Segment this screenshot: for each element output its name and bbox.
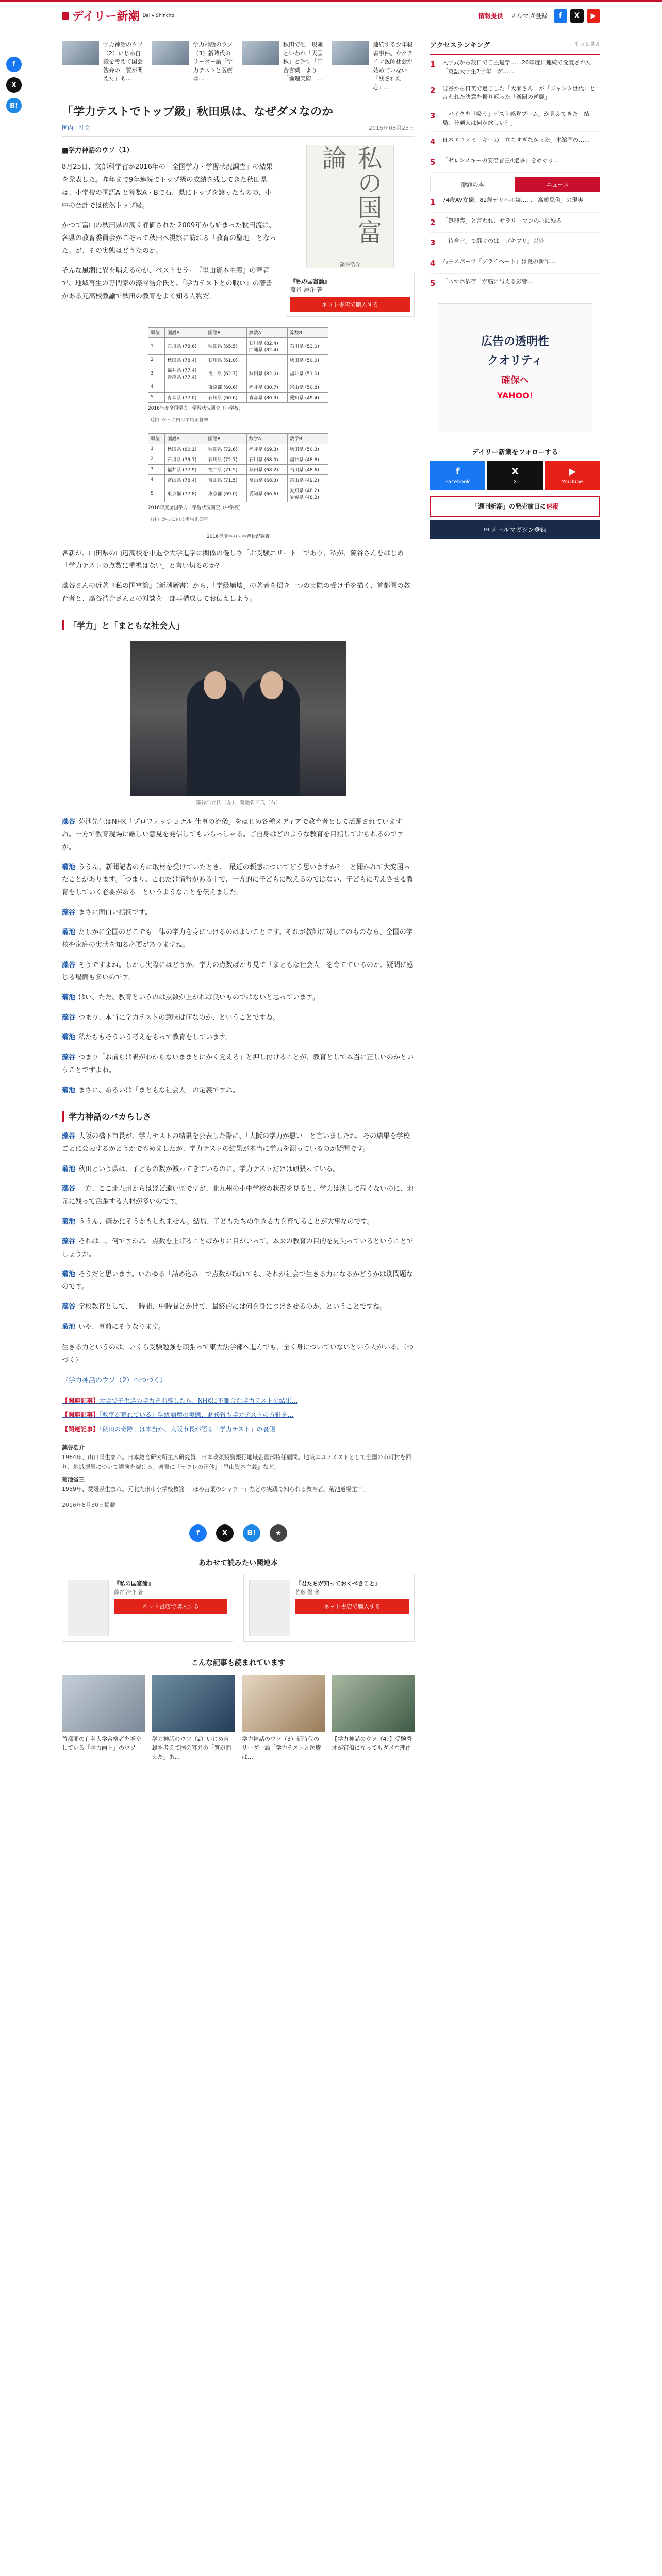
youtube-icon: ▶ — [569, 466, 576, 477]
rank-number: 2 — [430, 217, 436, 227]
ranking-item[interactable]: 2 「処理業」と言われ、サラリーマンの心に残る — [430, 213, 600, 233]
speaker-name: 藻谷 — [62, 1238, 76, 1246]
ranking-item[interactable]: 3 「待合室」で騒ぐのは「ゴキブリ」以外 — [430, 233, 600, 253]
photo-caption: 藻谷浩介氏（左）、菊池省三氏（右） — [195, 800, 281, 806]
ranking-item[interactable]: 4 石井スポーツ「プライベート」は夏の新作… — [430, 253, 600, 274]
table-cell: 秋田県 (80.1) — [165, 444, 206, 454]
table-cell — [165, 382, 206, 392]
dialogue-line: 菊池 いや、事前にそうなります。 — [62, 1323, 165, 1331]
table-cell: 富山県 (71.5) — [206, 474, 246, 485]
table-cell: 秋田県 (78.4) — [165, 354, 206, 365]
ranking-item[interactable]: 3 「バイクを「吸う」ゲスト感覚ブーム」が見えてきた「結局、普通人は何が欲しい？」 — [430, 106, 600, 132]
float-facebook-icon[interactable]: f — [6, 57, 22, 72]
thumb-image — [242, 41, 279, 65]
table-cell: 富山県 (78.4) — [165, 474, 206, 485]
table-cell: 福井県 (71.5) — [206, 464, 246, 474]
lead-paragraph: かつて富山の秋田県の高く評価された 2009年から始まった秋田流は、各県の教育委員会がこぞって秋田へ視察に訪れる「教育の聖地」となった。が、その実態はどうなのか。 — [62, 222, 277, 255]
lead-paragraph: 8月25日、文部科学省が2016年の「全国学力・学習状況調査」の結果を発表した。昨年まで9年連続でトップ級の成績を残してきた秋田県は、小学校の国語A と算数A・Bで石川県にトップを譲ったものの、小中の合計では依然トップ級。 — [62, 163, 273, 210]
score-table-junior: 順位 国語A 国語B 数学A 数学B 1 秋田県 (80.1) 秋田県 (72.6) 福井県 (69.3) 秋田県 (50.3) 2 石川県 (79.7) 石川県 (72.7) 石川県 (68.0) 福井県 (48.8) 3 福井県 (77.9) 福井県 (71.5) 秋田県 (68.2) 石川県 (48.6) 4 富山県 (78.4) 富山県 (71.5) 富山県 (68.3) 富山県 (49.2) 5 東京都 (77.8) 東京都 (69.0) 愛知県 (66.6) 愛知県 (48.2) 愛媛県 (48.2) 2016年度全国学力・学習状況調査（中学校） （注）かっこ内は平均正答率 — [148, 433, 328, 522]
speaker-name: 藻谷 — [62, 1303, 76, 1311]
recommend-card: 『君たちが知っておくべきこと』 佐藤 優 著 ネット書店で購入する — [243, 1574, 415, 1642]
logo-mark-icon — [62, 12, 69, 20]
dialogue-line: 菊池 私たちもそういう考えをもって教育をしています。 — [62, 1033, 232, 1042]
also-read-list — [62, 1675, 415, 1762]
speaker-name: 菊池 — [62, 1086, 76, 1094]
speaker-name: 藻谷 — [62, 1054, 76, 1062]
table-cell: 3 — [148, 464, 165, 474]
lead-paragraph: そんな風潮に異を唱えるのが、ベストセラー『里山資本主義』の著者で、地域再生の専門家の藻谷浩介氏と、「学力テストとの戦い」の著書がある元高校教諭で秋田の教育をよく知る人物だ。 — [62, 267, 273, 300]
dialogue-line: 藻谷 大阪の橋下市長が、学力テストの結果を公表した際に、「大阪の学力が悪い」と言いましたね。その結果を学校ごとに公表するかどうかでもめましたが、学力テストの結果が本当に学力を測っているのか疑問です。 — [62, 1132, 410, 1153]
follow-youtube-button[interactable]: ▶ YouTube — [545, 461, 600, 490]
speaker-name: 菊池 — [62, 928, 76, 937]
table-header-cell: 国語A — [165, 327, 206, 337]
table-cell: 1 — [148, 337, 165, 354]
table-cell: 秋田県 (72.6) — [206, 444, 246, 454]
dialogue-line: 菊池 そうだと思います。いわゆる「詰め込み」で点数が取れても、それが社会で生きる力になるかどうかは別問題なのです。 — [62, 1270, 413, 1291]
dialogue-block — [62, 1130, 415, 1333]
speaker-name: 藻谷 — [62, 818, 76, 826]
ranking-item[interactable]: 4 日本エコノミーキーの「立ちすぎなかった」本編国の…… — [430, 132, 600, 152]
interview-photo — [130, 641, 346, 796]
table-cell: 福井県 (69.3) — [246, 444, 287, 454]
also-read-item[interactable]: 首都圏の有名大学合格者を増やしている「学力向上」のウソ — [62, 1675, 145, 1762]
dialogue-line: 藻谷 そうですよね。しかし実際にはどうか。学力の点数ばかり見て「まともな社会人」を育てているのか、疑問に感じる場面も多いのです。 — [62, 961, 414, 982]
table-source: 2016年度学力・学習状況調査 — [207, 534, 270, 539]
related-links — [62, 1396, 415, 1435]
thumb-image — [62, 41, 99, 65]
rank-number: 1 — [430, 60, 436, 69]
thumb-image — [332, 1675, 415, 1732]
table-cell: 福井県 (80.7) — [246, 382, 287, 392]
table-row — [148, 365, 328, 382]
dialogue-line: 菊池 まさに、あるいは「まともな社会人」の定義ですね。 — [62, 1086, 240, 1094]
speaker-name: 藻谷 — [62, 961, 76, 969]
table-cell: 愛知県 (48.2) 愛媛県 (48.2) — [287, 485, 328, 502]
also-read-item[interactable]: 学力神話のウソ（2）いじめ自殺を考えて国会答弁の「質が問えた」あ… — [152, 1675, 235, 1762]
ranking-item[interactable]: 5 「スマホ依存」が脳に与える影響… — [430, 274, 600, 294]
yahoo-logo: YAHOO! — [496, 390, 534, 400]
author-bio: 藻谷浩介 1964年、山口県生まれ。日本総合研究所主席研究員、日本政策投資銀行地域企画部特任顧問。地域エコノミストとして全国の市町村を回り、地域振興について講演を続ける。著書に『デフレの正体』『里山資本主義』など。 菊池省三 1959年、愛媛県生まれ。元北九州市小学校教諭。「ほめ言葉のシャワー」などの実践で知られる教育者。菊池道場主宰。 — [62, 1444, 411, 1493]
x-icon: X — [511, 466, 519, 477]
table-row — [148, 382, 328, 392]
table-cell: 福井県 (51.0) — [287, 365, 328, 382]
header-links — [478, 11, 548, 20]
closing-paragraph: 生きる力というのは、いくら受験勉強を頑張って東大法学部へ進んでも、全く身についていないという人がいる。（つづく） （学力神話のウソ（2）へつづく） — [62, 1342, 415, 1387]
table-cell: 5 — [148, 392, 165, 402]
section-heading: 学力神話のバカらしさ — [62, 1110, 415, 1122]
top-news-item[interactable]: 秋田で唯一現職といわれ「天国秋」と評す「田舎言葉」より「倫理実際」… — [242, 41, 325, 92]
rank-number: 2 — [430, 86, 436, 95]
dialogue-line: 藻谷 まさに面白い指摘です。 — [62, 908, 152, 917]
ranking-item[interactable]: 2 岩谷から日英で過ごした「大家さん」が「ジャンク世代」と言われた決意を振り返った「新聞の逆襲」 — [430, 80, 600, 106]
dialogue-block — [62, 816, 415, 1097]
speaker-name: 藻谷 — [62, 1132, 76, 1141]
speaker-name: 菊池 — [62, 863, 76, 871]
table-cell: 石川県 (82.4) 沖縄県 (82.4) — [246, 337, 287, 354]
rank-number: 4 — [430, 137, 436, 146]
table-cell: 福井県 (77.9) — [165, 464, 206, 474]
table-cell: 愛知県 (49.4) — [287, 392, 328, 402]
table-header-cell: 数学B — [287, 433, 328, 444]
site-logo[interactable] — [62, 8, 174, 24]
sidebar-tabs — [430, 177, 600, 192]
section-bar-icon — [62, 620, 64, 630]
table-row — [148, 485, 328, 502]
related-link[interactable]: 【関連記事】「教室が荒れている」学級崩壊の実態、財務省も学力テストの方針を… — [62, 1411, 294, 1419]
table-cell: 石川県 (48.6) — [287, 464, 328, 474]
ranking-more-link[interactable]: もっと見る — [574, 42, 600, 47]
speaker-name: 菊池 — [62, 1033, 76, 1042]
book-thumb[interactable] — [68, 1580, 109, 1636]
facebook-icon[interactable]: f — [554, 9, 567, 23]
floating-share — [6, 57, 22, 113]
table-cell: 秋田県 (50.3) — [287, 444, 328, 454]
dialogue-line: 菊池 ううん、新聞記者の方に取材を受けていたとき、「最近の頼感についてどう思いますか？」と聞かれて大変困ったことがあります。「つまり、これだけ情報がある中で、一方的に子どもに教えるのではない、子どもに考えさせる教育をしていく必要がある」というようなことを伝えました。 — [62, 863, 413, 896]
table-cell — [246, 354, 287, 365]
share-bar — [62, 1524, 415, 1542]
ranking-item[interactable]: 1 入学式から数日で自主退学……26年度に連続で発覚された「英語大学生7学年」が…… — [430, 55, 600, 80]
table-cell: 3 — [148, 365, 165, 382]
ad-banner[interactable]: 広告の透明性 クオリティ 確保へ YAHOO! — [430, 303, 600, 432]
table-row — [148, 464, 328, 474]
speaker-name: 藻谷 — [62, 1185, 76, 1193]
share-bookmark-icon[interactable]: ★ — [270, 1524, 287, 1542]
also-read-item[interactable]: 学力神話のウソ（3）新時代のリーダー論「学力テストと医療は… — [242, 1675, 325, 1762]
mail-icon: ✉ — [484, 526, 491, 533]
table-cell: 福井県 (62.7) — [206, 365, 246, 382]
x-icon[interactable]: X — [570, 9, 584, 23]
table-cell: 東京都 (69.0) — [206, 485, 246, 502]
header-social — [554, 9, 600, 23]
dialogue-line: 菊池 秋田という県は、子どもの数が減ってきているのに、学力テストだけは頑張っている。 — [62, 1165, 340, 1173]
table-cell: 東京都 (77.8) — [165, 485, 206, 502]
article-lead — [62, 145, 415, 317]
also-read-item[interactable]: 【学力神話のウソ（4）】受験秀才が官僚になってもダメな理由 — [332, 1675, 415, 1762]
dialogue-line: 藻谷 菊池先生はNHK「プロフェッショナル 仕事の流儀」をはじめ各種メディアで教育者として活躍されていますね。一方で教育現場に厳しい意見を発信してもいらっしゃる。ご自身はどのような教育を目指しておられるのですか。 — [62, 818, 404, 851]
table-row — [148, 444, 328, 454]
table-cell: 福井県 (48.8) — [287, 454, 328, 464]
share-hatena-icon[interactable]: B! — [243, 1524, 260, 1542]
rank-number: 1 — [430, 197, 436, 207]
newsletter-banner[interactable]: ✉ メールマガジン登録 — [430, 520, 600, 539]
table-cell: 2 — [148, 354, 165, 365]
table-header-cell: 国語B — [206, 327, 246, 337]
table-cell: 富山県 (50.8) — [287, 382, 328, 392]
thumb-image — [152, 41, 189, 65]
table-cell: 石川県 (68.0) — [246, 454, 287, 464]
tab-news[interactable]: ニュース — [515, 177, 600, 192]
tab-books[interactable]: 話題の本 — [430, 177, 515, 192]
header-link-newsletter[interactable]: メルマガ登録 — [510, 12, 548, 20]
float-hatena-icon[interactable]: B! — [6, 98, 22, 113]
table-cell: 5 — [148, 485, 165, 502]
dialogue-line: 藻谷 一方、ここ北九州からはほど遠い県ですが、北九州の小中学校の状況を見ると、学力は決して高くないのに、地元に残って活躍する人材が多いのです。 — [62, 1185, 414, 1206]
table-cell: 富山県 (68.3) — [246, 474, 287, 485]
top-news-item[interactable]: 連続する少年殺害事件。ウクライナ医師社会が始めていない「残された心」… — [332, 41, 415, 92]
section-bar-icon — [62, 1111, 64, 1122]
rank-number: 5 — [430, 279, 436, 288]
book-cover[interactable]: 私の国富論 藻谷浩介 — [306, 145, 394, 268]
follow-facebook-button[interactable]: f Facebook — [430, 461, 485, 490]
table-cell: 石川県 (53.0) — [287, 337, 328, 354]
table-cell: 愛知県 (66.6) — [246, 485, 287, 502]
table-cell: 秋田県 (68.2) — [246, 464, 287, 474]
next-part-link[interactable]: （学力神話のウソ（2）へつづく） — [62, 1376, 167, 1384]
speaker-name: 藻谷 — [62, 1013, 76, 1022]
rank-number: 4 — [430, 258, 436, 268]
publish-note: 2016年8月30日掲載 — [62, 1501, 115, 1509]
article-meta — [62, 124, 415, 137]
rank-number: 3 — [430, 111, 436, 121]
series-subhead: ■学力神話のウソ（1） — [62, 146, 134, 155]
dialogue-line: 菊池 たしかに全国のどこでも一律の学力を身につけるのはよいことです。それが教師に対してのものなら、全国の学校や家庭の実状を知る必要がありますね。 — [62, 928, 413, 950]
buy-book-button[interactable]: ネット書店で購入する — [290, 297, 410, 312]
news-list — [430, 192, 600, 294]
rank-number: 5 — [430, 157, 436, 167]
article-title: 「学力テストでトップ級」秋田県は、なぜダメなのか — [62, 106, 334, 118]
speaker-name: 菊池 — [62, 1323, 76, 1331]
table-cell: 福井県 (77.4) 青森県 (77.4) — [165, 365, 206, 382]
table-cell: 2 — [148, 454, 165, 464]
youtube-icon[interactable]: ▶ — [587, 9, 600, 23]
table-row — [148, 454, 328, 464]
speaker-name: 菊池 — [62, 1165, 76, 1173]
table-header-cell: 算数A — [246, 327, 287, 337]
table-cell: 石川県 (60.6) — [206, 392, 246, 402]
thumb-image — [152, 1675, 235, 1732]
table-header-cell: 国語A — [165, 433, 206, 444]
table-row — [148, 354, 328, 365]
mid-paragraphs: 各新が、山田県の山辺高校を中退や大学進学に関係の優しさ「お受験エリート」であり、私が、藻谷さんをはじめ「学力テストの点数に重視はない」と言い切るのか？ 藻谷さんの近著『私の国富論』（新潮新書）から、「学級崩壊」の著者を招き一つの実際の受け手を描く、首都圏の教育者と、藻谷浩介さんとの対談を一部再構成してお伝えしよう。 — [62, 549, 410, 603]
follow-x-button[interactable]: X X — [487, 461, 542, 490]
weekly-banner[interactable]: 「週刊新潮」の発売前日に速報 — [430, 496, 600, 517]
top-news-item[interactable]: 学力神話のウソ（2）いじめ自殺を考えて国会答弁の「質が問えた」あ… — [62, 41, 145, 92]
related-link[interactable]: 【関連記事】「秋田の奇跡」は本当か、大阪市長が語る「学力テスト」の裏側 — [62, 1425, 275, 1433]
ranking-item[interactable]: 5 「ゼレンスキーの安倍晋三4選挙」をめぐり… — [430, 152, 600, 173]
table-cell: 青森県 (77.0) — [165, 392, 206, 402]
sidebar — [430, 36, 600, 1762]
logo-text: デイリー新潮 — [72, 10, 140, 23]
follow-title: デイリー新潮をフォローする — [472, 448, 558, 456]
recommend-heading: あわせて読みたい関連本 — [198, 1558, 278, 1567]
ranking-list — [430, 55, 600, 173]
buy-book-button[interactable]: ネット書店で購入する — [295, 1599, 409, 1614]
ranking-item[interactable]: 1 74歳AV女優、82歳デリヘル嬢……「高齢風俗」の現実 — [430, 192, 600, 213]
table-cell: 1 — [148, 444, 165, 454]
logo-subtext: Daily Shincho — [142, 13, 174, 19]
table-header-cell: 国語B — [206, 433, 246, 444]
dialogue-line: 藻谷 つまり、本当に学力テストの意味は何なのか、ということですね。 — [62, 1013, 279, 1022]
table-cell: 秋田県 (50.0) — [287, 354, 328, 365]
table-row — [148, 392, 328, 402]
section-heading: 「学力」と「まともな社会人」 — [62, 619, 415, 631]
table-cell: 秋田県 (65.5) — [206, 337, 246, 354]
facebook-icon: f — [455, 466, 460, 477]
dialogue-line: 藻谷 つまり「お前らは訳がわからないままとにかく覚えろ」と押し付けることが、教育として本当に正しいのかということですよね。 — [62, 1054, 414, 1074]
thumb-image — [332, 41, 369, 65]
table-cell: 4 — [148, 474, 165, 485]
top-news-item[interactable]: 学力神話のウソ（3）新時代のリーダー論「学力テストと医療は… — [152, 41, 235, 92]
score-table-elementary: 順位 国語A 国語B 算数A 算数B 1 石川県 (78.6) 秋田県 (65.5) 石川県 (82.4) 沖縄県 (82.4) 石川県 (53.0) 2 秋田県 (78.4) 石川県 (61.0) 秋田県 (50.0) 3 福井県 (77.4) 青森県 (77.4) 福井県 (62.7) 秋田県 (82.0) 福井県 (51.0) 4 東京都 (60.6) 福井県 (80.7) 富山県 (50.8) 5 青森県 (77.0) 石川県 (60.6) 青森県 (80.3) 愛知県 (49.4) 2016年度全国学力・学習状況調査（小学校） （注）かっこ内は平均正答率 — [148, 327, 328, 423]
top-news-strip — [62, 36, 415, 99]
dialogue-line: 藻谷 それは…、何ですかね。点数を上げることばかりに目がいって、本来の教育の目的を見失っているということでしょうか。 — [62, 1238, 413, 1259]
table-row — [148, 474, 328, 485]
table-header-cell: 順位 — [148, 433, 165, 444]
buy-book-button[interactable]: ネット書店で購入する — [114, 1599, 227, 1614]
table-cell: 石川県 (61.0) — [206, 354, 246, 365]
site-header — [0, 2, 662, 30]
main-column — [62, 36, 415, 1762]
article-date: 2016年08月25日 — [369, 124, 415, 131]
table-row — [148, 337, 328, 354]
book-info: 『私の国富論』 藻谷 浩介 著 ネット書店で購入する — [286, 273, 415, 317]
speaker-name: 藻谷 — [62, 908, 76, 917]
table-cell: 青森県 (80.3) — [246, 392, 287, 402]
dialogue-line: 菊池 ううん、確かにそうかもしれません。結局、子どもたちの生きる力を育てることが大事なのです。 — [62, 1217, 374, 1226]
table-cell: 石川県 (72.7) — [206, 454, 246, 464]
ranking-heading: アクセスランキング もっと見る — [430, 36, 600, 55]
header-link-tip[interactable]: 情報提供 — [478, 12, 503, 20]
book-box — [286, 145, 415, 317]
table-header-cell: 算数B — [287, 327, 328, 337]
table-cell: 富山県 (49.2) — [287, 474, 328, 485]
rank-number: 3 — [430, 238, 436, 247]
dialogue-line: 藻谷 学校教育として、一時間、中時間とかけて、最終的には何を身につけさせるのか、ということですね。 — [62, 1303, 387, 1311]
speaker-name: 菊池 — [62, 1217, 76, 1226]
table-header-cell: 順位 — [148, 327, 165, 337]
table-header-cell: 数学A — [246, 433, 287, 444]
table-cell: 東京都 (60.6) — [206, 382, 246, 392]
recommend-card: 『私の国富論』 藻谷 浩介 著 ネット書店で購入する — [62, 1574, 233, 1642]
share-x-icon[interactable]: X — [216, 1524, 234, 1542]
article-category[interactable]: 国内｜社会 — [62, 124, 90, 131]
thumb-image — [242, 1675, 325, 1732]
table-cell: 秋田県 (82.0) — [246, 365, 287, 382]
thumb-image — [62, 1675, 145, 1732]
float-x-icon[interactable]: X — [6, 77, 22, 93]
speaker-name: 菊池 — [62, 994, 76, 1002]
recommend-list — [62, 1574, 415, 1642]
table-cell: 石川県 (79.7) — [165, 454, 206, 464]
follow-box — [430, 443, 600, 539]
share-facebook-icon[interactable]: f — [189, 1524, 207, 1542]
speaker-name: 菊池 — [62, 1270, 76, 1278]
table-cell: 石川県 (78.6) — [165, 337, 206, 354]
book-thumb[interactable] — [249, 1580, 290, 1636]
also-read-heading: こんな記事も読まれています — [191, 1658, 285, 1667]
dialogue-line: 菊池 はい、ただ、教育というのは点数が上がれば良いものではないと思っています。 — [62, 994, 319, 1002]
related-link[interactable]: 【関連記事】大阪で子供達の学力を指導したら、NHKに不都合な学力テストの結果… — [62, 1397, 298, 1404]
table-cell: 4 — [148, 382, 165, 392]
